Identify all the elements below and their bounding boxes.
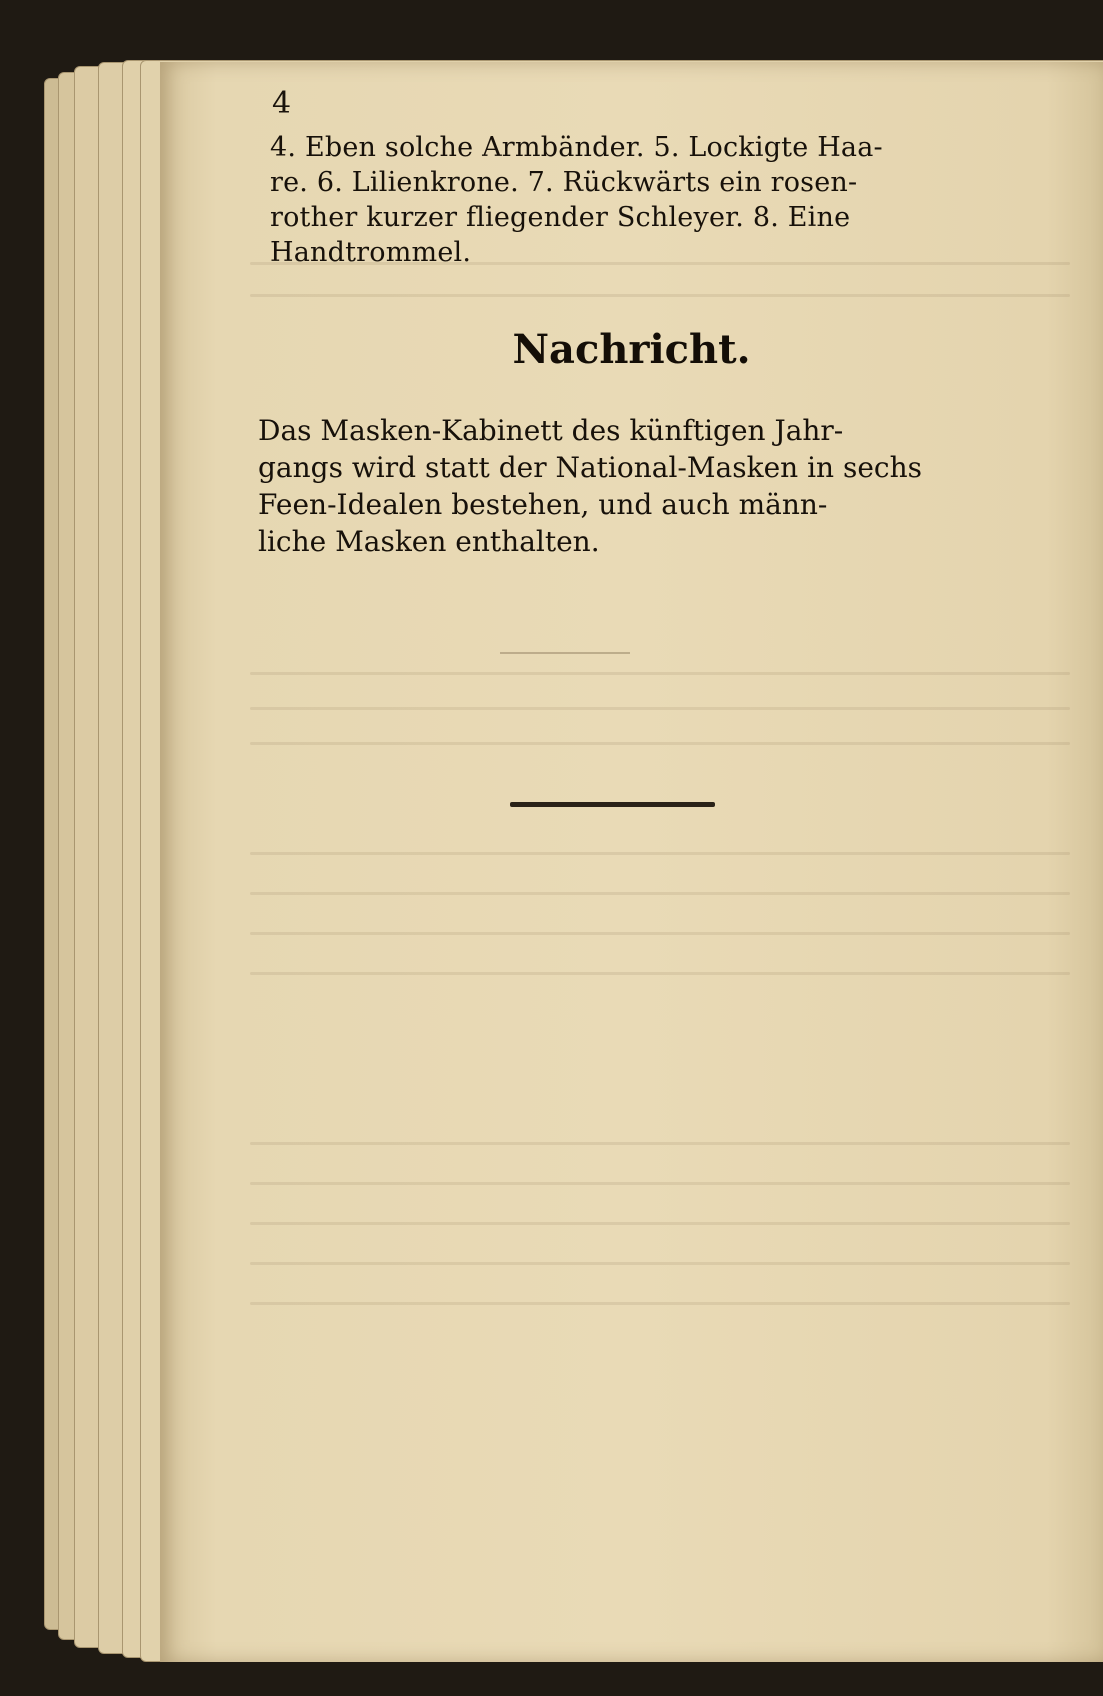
item-list-paragraph: 4. Eben solche Armbänder. 5. Lockigte Haa- re. 6. Lilienkrone. 7. Rückwärts ein rosen- rother kurzer fliegender Schleyer. 8. Eine Handtrommel. xyxy=(270,132,883,268)
bleed-through-line xyxy=(250,1222,1070,1225)
bleed-through-line xyxy=(250,707,1070,710)
page-number: 4 xyxy=(272,86,292,121)
bleed-through-line xyxy=(250,852,1070,855)
section-heading: Nachricht. xyxy=(512,326,751,373)
bleed-through-line xyxy=(250,1302,1070,1305)
bleed-through-line xyxy=(250,972,1070,975)
bleed-through-line xyxy=(250,1182,1070,1185)
bleed-through-line xyxy=(250,892,1070,895)
faint-divider xyxy=(500,652,630,654)
bleed-through-line xyxy=(250,1142,1070,1145)
bleed-through-line xyxy=(250,672,1070,675)
bleed-through-line xyxy=(250,1262,1070,1265)
end-rule xyxy=(510,802,715,807)
notice-paragraph: Das Masken-Kabinett des künftigen Jahr- gangs wird statt der National-Masken in sechs Feen-Idealen bestehen, und auch männ- liche Masken enthalten. xyxy=(258,414,922,558)
bleed-through-line xyxy=(250,294,1070,297)
bleed-through-line xyxy=(250,932,1070,935)
bleed-through-line xyxy=(250,742,1070,745)
book-page xyxy=(160,62,1103,1662)
